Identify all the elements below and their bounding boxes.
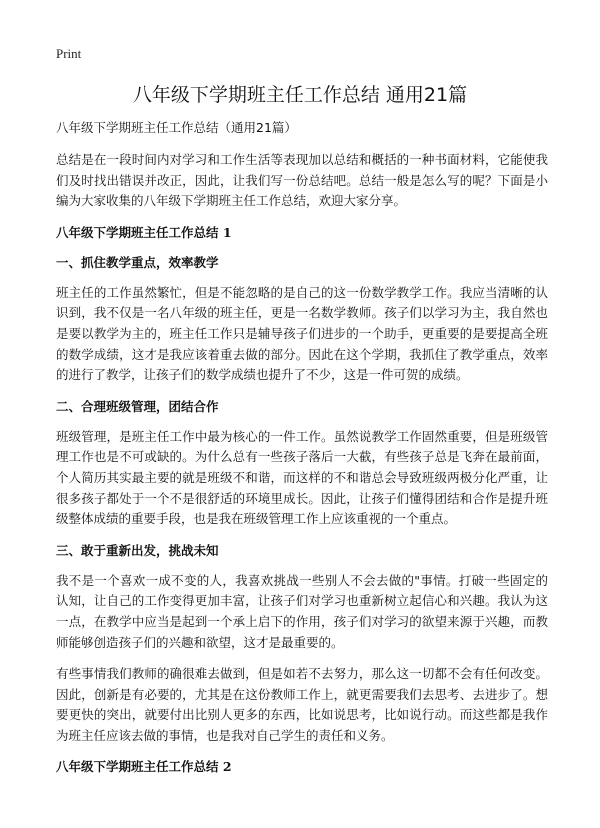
article-subtitle: 八年级下学期班主任工作总结（通用21篇）	[56, 120, 297, 135]
print-link[interactable]: Print	[56, 46, 82, 61]
article-2-heading: 八年级下学期班主任工作总结 2	[56, 759, 232, 775]
article-1-heading: 八年级下学期班主任工作总结 1	[56, 224, 232, 240]
page-title: 八年级下学期班主任工作总结 通用21篇	[132, 84, 468, 106]
section-3-paragraph-1: 我不是一个喜欢一成不变的人，我喜欢挑战一些别人不会去做的"事情。打破一些固定的认知，让自己的工作变得更加丰富，让孩子们对学习也重新树立起信心和兴趣。我认为这一点，在教学中应当是起到一个承上启下的作用，孩子们对学习的欲望来源于兴趣，而教师能够创造孩子们的兴趣和欲望，这才是最重要的。	[56, 572, 548, 650]
section-3-heading: 三、敢于重新出发，挑战未知	[56, 542, 219, 558]
intro-paragraph: 总结是在一段时间内对学习和工作生活等表现加以总结和概括的一种书面材料，它能使我们及时找出错误并改正，因此，让我们写一份总结吧。总结一般是怎么写的呢？下面是小编为大家收集的八年级下学期班主任工作总结，欢迎大家分享。	[56, 152, 548, 209]
section-1-heading: 一、抓住教学重点，效率教学	[56, 254, 219, 270]
article-content	[56, 118, 548, 787]
section-1-paragraph-1: 班主任的工作虽然繁忙，但是不能忽略的是自己的这一份数学教学工作。我应当清晰的认识到，我不仅是一名八年级的班主任，更是一名数学教师。孩子们以学习为主，我自然也是要以教学为主的，班主任工作只是辅导孩子们进步的一个助手，更重要的是要提高全班的数学成绩，这才是我应该着重去做的部分。因此在这个学期，我抓住了教学重点，效率的进行了教学，让孩子们的数学成绩也提升了不少，这是一件可贺的成绩。	[56, 284, 548, 383]
section-2-paragraph-1: 班级管理，是班主任工作中最为核心的一件工作。虽然说教学工作固然重要，但是班级管理工作也是不可或缺的。为什么总有一些孩子落后一大截，有些孩子总是飞奔在最前面，个人简历其实最主要的就是班级不和谐，而这样的不和谐总会导致班级两极分化严重，让很多孩子都处于一个不是很舒适的环境里成长。因此，让孩子们懂得团结和合作是提升班级整体成绩的重要手段，也是我在班级管理工作上应该重视的一个重点。	[56, 428, 548, 527]
section-3-paragraph-2: 有些事情我们教师的确很难去做到，但是如若不去努力，那么这一切都不会有任何改变。因此，创新是有必要的，尤其是在这份教师工作上，就更需要我们去思考、去进步了。想要更快的突出，就要付出比别人更多的东西，比如说思考，比如说行动。而这些都是我作为班主任应该去做的事情，也是我对自己学生的责任和义务。	[56, 666, 548, 743]
section-2-heading: 二、合理班级管理，团结合作	[56, 398, 219, 414]
